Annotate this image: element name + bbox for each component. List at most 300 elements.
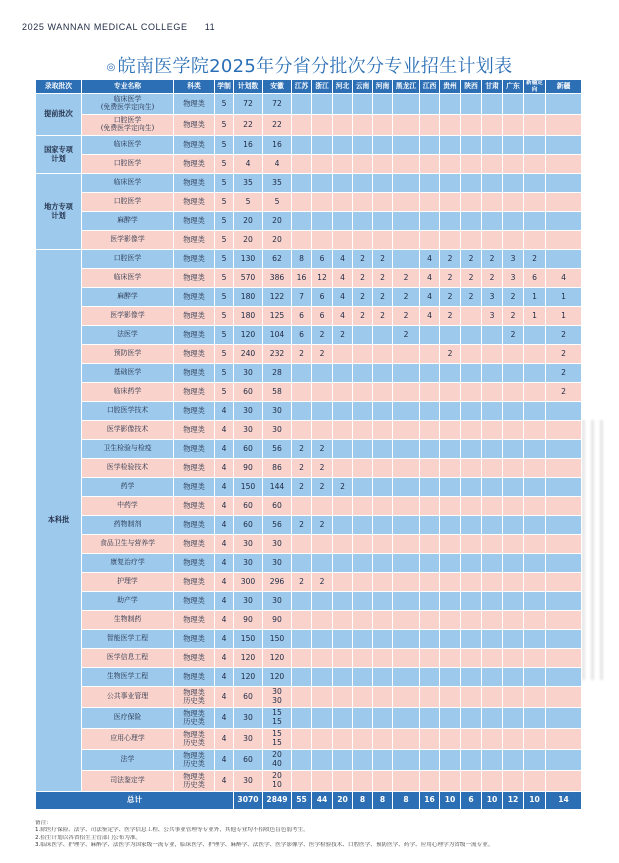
province-count-cell: 30	[263, 421, 292, 440]
province-count-cell	[461, 554, 482, 573]
province-count-cell	[482, 364, 503, 383]
column-header: 黑龙江	[393, 80, 420, 94]
duration-cell: 4	[215, 708, 234, 729]
province-count-cell: 386	[263, 269, 292, 288]
column-header: 浙江	[312, 80, 333, 94]
province-count-cell	[524, 115, 546, 136]
province-count-cell	[440, 535, 461, 554]
province-count-cell	[546, 136, 582, 155]
province-count-cell	[393, 193, 420, 212]
province-count-cell	[312, 193, 333, 212]
province-count-cell	[373, 155, 393, 174]
province-count-cell	[292, 94, 312, 115]
province-count-cell	[373, 497, 393, 516]
province-count-cell	[373, 630, 393, 649]
province-count-cell	[333, 573, 353, 592]
province-count-cell	[420, 573, 440, 592]
duration-cell: 5	[215, 307, 234, 326]
table-row	[36, 250, 582, 269]
province-count-cell	[373, 383, 393, 402]
province-count-cell	[420, 115, 440, 136]
province-count-cell: 22	[263, 115, 292, 136]
major-cell: 医学检验技术	[82, 459, 174, 478]
province-count-cell: 12	[312, 269, 333, 288]
province-count-cell	[482, 516, 503, 535]
province-count-cell	[353, 668, 373, 687]
province-count-cell	[333, 729, 353, 750]
column-header: 科类	[174, 80, 215, 94]
province-count-cell	[333, 212, 353, 231]
province-count-cell	[393, 771, 420, 792]
province-count-cell	[524, 136, 546, 155]
province-count-cell	[461, 592, 482, 611]
province-count-cell	[546, 630, 582, 649]
province-count-cell	[440, 497, 461, 516]
subject-type-cell: 物理类	[174, 383, 215, 402]
province-count-cell	[461, 611, 482, 630]
province-count-cell	[353, 573, 373, 592]
table-row	[36, 115, 582, 136]
province-count-cell: 56	[263, 516, 292, 535]
province-count-cell	[312, 421, 333, 440]
province-count-cell: 72	[263, 94, 292, 115]
column-header: 录取批次	[36, 80, 82, 94]
province-count-cell	[482, 231, 503, 250]
province-count-cell	[482, 708, 503, 729]
table-row	[36, 269, 582, 288]
province-count-cell: 4	[333, 250, 353, 269]
table-row	[36, 771, 582, 792]
province-count-cell	[353, 231, 373, 250]
major-cell: 医学影像学	[82, 231, 174, 250]
province-count-cell: 2	[482, 269, 503, 288]
province-count-cell	[461, 535, 482, 554]
province-count-cell	[420, 611, 440, 630]
province-count-cell	[312, 630, 333, 649]
province-count-cell: 144	[263, 478, 292, 497]
province-count-cell: 6	[292, 307, 312, 326]
major-cell: 卫生检验与检疫	[82, 440, 174, 459]
plan-count-cell: 35	[234, 174, 263, 193]
province-count-cell	[292, 364, 312, 383]
province-count-cell	[503, 497, 524, 516]
province-count-cell	[524, 708, 546, 729]
total-province-count: 10	[440, 792, 461, 810]
province-count-cell	[503, 193, 524, 212]
major-cell: 麻醉学	[82, 288, 174, 307]
province-count-cell	[420, 459, 440, 478]
plan-count-cell: 60	[234, 516, 263, 535]
province-count-cell	[312, 94, 333, 115]
duration-cell: 5	[215, 193, 234, 212]
plan-count-cell: 30	[234, 708, 263, 729]
province-count-cell	[393, 136, 420, 155]
province-count-cell	[353, 592, 373, 611]
province-count-cell	[393, 155, 420, 174]
province-count-cell	[440, 668, 461, 687]
province-count-cell	[482, 630, 503, 649]
province-count-cell	[420, 326, 440, 345]
province-count-cell	[292, 383, 312, 402]
province-count-cell	[482, 440, 503, 459]
province-count-cell: 4	[333, 288, 353, 307]
table-row	[36, 649, 582, 668]
duration-cell: 5	[215, 136, 234, 155]
duration-cell: 5	[215, 269, 234, 288]
province-count-cell: 2	[461, 288, 482, 307]
province-count-cell	[393, 497, 420, 516]
plan-count-cell: 180	[234, 288, 263, 307]
major-cell: 临床医学	[82, 174, 174, 193]
province-count-cell	[440, 326, 461, 345]
column-header: 新疆	[546, 80, 582, 94]
province-count-cell	[353, 364, 373, 383]
subject-type-cell: 物理类	[174, 115, 215, 136]
province-count-cell	[546, 535, 582, 554]
duration-cell: 4	[215, 771, 234, 792]
province-count-cell	[482, 729, 503, 750]
province-count-cell	[393, 345, 420, 364]
province-count-cell	[503, 136, 524, 155]
province-count-cell: 2	[482, 250, 503, 269]
province-count-cell	[503, 174, 524, 193]
subject-type-cell: 物理类	[174, 478, 215, 497]
column-header: 河北	[333, 80, 353, 94]
province-count-cell: 2	[393, 326, 420, 345]
province-count-cell	[292, 649, 312, 668]
province-count-cell	[393, 535, 420, 554]
province-count-cell	[312, 497, 333, 516]
province-count-cell	[546, 592, 582, 611]
province-count-cell	[546, 402, 582, 421]
province-count-cell	[546, 573, 582, 592]
province-count-cell: 1	[524, 288, 546, 307]
plan-count-cell: 300	[234, 573, 263, 592]
province-count-cell	[503, 231, 524, 250]
province-count-cell: 4	[420, 269, 440, 288]
province-count-cell: 2	[461, 250, 482, 269]
province-count-cell	[420, 212, 440, 231]
province-count-cell	[312, 383, 333, 402]
enrollment-plan-table	[35, 79, 582, 810]
province-count-cell	[503, 750, 524, 771]
province-count-cell	[393, 459, 420, 478]
province-count-cell	[373, 402, 393, 421]
province-count-cell	[503, 687, 524, 708]
province-count-cell: 20	[263, 212, 292, 231]
note-2: 2.招生计划以各省招生主管部门公布为准。	[35, 834, 142, 841]
province-count-cell: 4	[420, 307, 440, 326]
province-count-cell: 2	[440, 250, 461, 269]
total-province-count: 20	[333, 792, 353, 810]
province-count-cell	[503, 364, 524, 383]
plan-count-cell: 30	[234, 771, 263, 792]
province-count-cell	[440, 554, 461, 573]
province-count-cell	[524, 573, 546, 592]
province-count-cell	[503, 345, 524, 364]
province-count-cell	[461, 402, 482, 421]
province-count-cell	[524, 497, 546, 516]
duration-cell: 4	[215, 611, 234, 630]
column-header: 云南	[353, 80, 373, 94]
province-count-cell: 90	[263, 611, 292, 630]
province-count-cell	[333, 421, 353, 440]
table-row	[36, 136, 582, 155]
province-count-cell	[292, 687, 312, 708]
province-count-cell	[482, 212, 503, 231]
province-count-cell	[333, 750, 353, 771]
province-count-cell	[440, 440, 461, 459]
title-mark-icon: ◎	[106, 62, 116, 73]
subject-type-cell: 物理类	[174, 231, 215, 250]
province-count-cell	[461, 478, 482, 497]
province-count-cell	[546, 668, 582, 687]
province-count-cell	[333, 497, 353, 516]
province-count-cell	[292, 708, 312, 729]
province-count-cell	[373, 364, 393, 383]
major-cell: 基础医学	[82, 364, 174, 383]
province-count-cell	[524, 212, 546, 231]
province-count-cell	[420, 231, 440, 250]
major-cell: 智能医学工程	[82, 630, 174, 649]
province-count-cell: 2	[292, 345, 312, 364]
province-count-cell	[333, 649, 353, 668]
province-count-cell	[373, 687, 393, 708]
province-count-cell	[503, 592, 524, 611]
province-count-cell	[333, 94, 353, 115]
province-count-cell	[420, 771, 440, 792]
province-count-cell: 28	[263, 364, 292, 383]
province-count-cell	[503, 440, 524, 459]
province-count-cell: 2	[312, 516, 333, 535]
column-header: 陕西	[461, 80, 482, 94]
province-count-cell	[420, 592, 440, 611]
note-3: 3.临床医学、护理学、麻醉学、法医学为国家级一流专业，临床医学、护理学、麻醉学、法医学、医学影像学、医学检验技术、口腔医学、预防医学、药学、应用心理学为省级一流专业。	[35, 841, 494, 848]
province-count-cell: 60	[263, 497, 292, 516]
plan-count-cell: 20	[234, 212, 263, 231]
province-count-cell	[393, 708, 420, 729]
province-count-cell	[482, 136, 503, 155]
major-cell: 中药学	[82, 497, 174, 516]
province-count-cell	[393, 630, 420, 649]
table-row	[36, 668, 582, 687]
province-count-cell	[292, 212, 312, 231]
province-count-cell	[461, 516, 482, 535]
duration-cell: 5	[215, 345, 234, 364]
province-count-cell	[546, 729, 582, 750]
province-count-cell: 2	[546, 364, 582, 383]
table-row	[36, 687, 582, 708]
province-count-cell: 58	[263, 383, 292, 402]
province-count-cell	[546, 155, 582, 174]
province-count-cell	[482, 535, 503, 554]
page-number: 11	[204, 22, 216, 32]
province-count-cell	[292, 115, 312, 136]
column-header: 广东	[503, 80, 524, 94]
province-count-cell	[373, 231, 393, 250]
plan-count-cell: 30	[234, 364, 263, 383]
column-header: 甘肃	[482, 80, 503, 94]
province-count-cell	[312, 668, 333, 687]
province-count-cell	[393, 478, 420, 497]
province-count-cell	[312, 364, 333, 383]
province-count-cell	[393, 383, 420, 402]
duration-cell: 5	[215, 250, 234, 269]
table-row	[36, 193, 582, 212]
province-count-cell	[524, 94, 546, 115]
province-count-cell	[420, 708, 440, 729]
subject-type-cell: 物理类	[174, 497, 215, 516]
subject-type-cell: 物理类 历史类	[174, 771, 215, 792]
province-count-cell	[440, 750, 461, 771]
province-count-cell: 3	[482, 307, 503, 326]
province-count-cell	[440, 402, 461, 421]
total-province-count: 8	[373, 792, 393, 810]
subject-type-cell: 物理类	[174, 573, 215, 592]
province-count-cell	[461, 708, 482, 729]
subject-type-cell: 物理类	[174, 611, 215, 630]
duration-cell: 5	[215, 174, 234, 193]
province-count-cell	[524, 326, 546, 345]
province-count-cell	[440, 478, 461, 497]
province-count-cell	[461, 497, 482, 516]
province-count-cell	[373, 592, 393, 611]
table-row	[36, 729, 582, 750]
province-count-cell	[524, 478, 546, 497]
province-count-cell	[524, 421, 546, 440]
province-count-cell	[333, 345, 353, 364]
province-count-cell	[546, 459, 582, 478]
province-count-cell	[503, 573, 524, 592]
province-count-cell	[373, 174, 393, 193]
province-count-cell: 2	[353, 288, 373, 307]
province-count-cell	[373, 459, 393, 478]
province-count-cell	[393, 592, 420, 611]
province-count-cell	[461, 115, 482, 136]
major-cell: 医学影像学	[82, 307, 174, 326]
province-count-cell	[461, 771, 482, 792]
plan-count-cell: 60	[234, 687, 263, 708]
province-count-cell: 4	[263, 155, 292, 174]
column-header: 安徽	[263, 80, 292, 94]
province-count-cell	[440, 630, 461, 649]
province-count-cell	[440, 364, 461, 383]
province-count-cell	[353, 94, 373, 115]
province-count-cell	[312, 402, 333, 421]
table-row	[36, 440, 582, 459]
province-count-cell: 35	[263, 174, 292, 193]
province-count-cell	[503, 383, 524, 402]
province-count-cell: 15 15	[263, 708, 292, 729]
province-count-cell	[461, 231, 482, 250]
province-count-cell	[503, 402, 524, 421]
major-cell: 生物制药	[82, 611, 174, 630]
province-count-cell	[482, 668, 503, 687]
major-cell: 助产学	[82, 592, 174, 611]
province-count-cell	[503, 668, 524, 687]
subject-type-cell: 物理类 历史类	[174, 729, 215, 750]
province-count-cell	[312, 115, 333, 136]
province-count-cell: 150	[263, 630, 292, 649]
province-count-cell	[312, 708, 333, 729]
major-cell: 口腔医学 (免费医学定向生)	[82, 115, 174, 136]
province-count-cell: 2	[503, 326, 524, 345]
duration-cell: 4	[215, 649, 234, 668]
table-row	[36, 212, 582, 231]
province-count-cell	[393, 668, 420, 687]
province-count-cell	[393, 729, 420, 750]
province-count-cell	[353, 729, 373, 750]
province-count-cell	[482, 345, 503, 364]
province-count-cell: 4	[420, 250, 440, 269]
major-cell: 生物医学工程	[82, 668, 174, 687]
plan-count-cell: 180	[234, 307, 263, 326]
province-count-cell	[333, 535, 353, 554]
plan-count-cell: 4	[234, 155, 263, 174]
province-count-cell: 6	[312, 288, 333, 307]
plan-count-cell: 16	[234, 136, 263, 155]
plan-count-cell: 90	[234, 611, 263, 630]
province-count-cell	[420, 516, 440, 535]
subject-type-cell: 物理类	[174, 250, 215, 269]
province-count-cell	[292, 231, 312, 250]
total-province-count: 2849	[263, 792, 292, 810]
province-count-cell	[312, 649, 333, 668]
province-count-cell: 2	[373, 250, 393, 269]
total-province-count: 16	[420, 792, 440, 810]
province-count-cell	[353, 326, 373, 345]
province-count-cell	[503, 212, 524, 231]
province-count-cell	[420, 345, 440, 364]
batch-cell: 提前批次	[36, 94, 82, 136]
column-header: 学制	[215, 80, 234, 94]
province-count-cell	[292, 136, 312, 155]
duration-cell: 5	[215, 383, 234, 402]
province-count-cell: 20	[263, 231, 292, 250]
province-count-cell	[333, 687, 353, 708]
province-count-cell	[546, 497, 582, 516]
province-count-cell	[482, 155, 503, 174]
province-count-cell	[546, 421, 582, 440]
table-row	[36, 708, 582, 729]
province-count-cell	[461, 155, 482, 174]
province-count-cell	[292, 729, 312, 750]
province-count-cell	[292, 771, 312, 792]
province-count-cell	[461, 307, 482, 326]
page-header	[22, 22, 215, 32]
province-count-cell	[440, 174, 461, 193]
province-count-cell	[333, 193, 353, 212]
province-count-cell	[524, 345, 546, 364]
province-count-cell	[503, 535, 524, 554]
major-cell: 医疗保险	[82, 708, 174, 729]
province-count-cell	[524, 364, 546, 383]
province-count-cell	[373, 345, 393, 364]
province-count-cell: 2	[461, 269, 482, 288]
province-count-cell	[353, 440, 373, 459]
duration-cell: 5	[215, 231, 234, 250]
province-count-cell	[393, 94, 420, 115]
province-count-cell	[524, 771, 546, 792]
total-row	[36, 792, 582, 810]
province-count-cell	[440, 592, 461, 611]
province-count-cell: 30	[263, 402, 292, 421]
subject-type-cell: 物理类	[174, 554, 215, 573]
total-province-count: 10	[482, 792, 503, 810]
province-count-cell	[353, 708, 373, 729]
table-row	[36, 155, 582, 174]
province-count-cell	[524, 155, 546, 174]
